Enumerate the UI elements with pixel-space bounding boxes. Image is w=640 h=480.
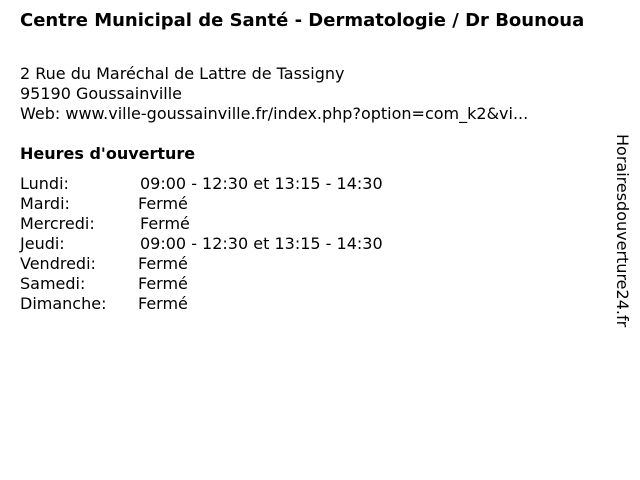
day-label: Vendredi:	[20, 254, 96, 273]
hours-value: 09:00 - 12:30 et 13:15 - 14:30	[140, 234, 383, 253]
hours-value: 09:00 - 12:30 et 13:15 - 14:30	[140, 174, 383, 193]
day-label: Lundi:	[20, 174, 69, 193]
address-block	[20, 64, 528, 124]
day-label: Mercredi:	[20, 214, 95, 233]
opening-hours-heading: Heures d'ouverture	[20, 144, 196, 163]
hours-value: Fermé	[138, 294, 188, 313]
day-label: Jeudi:	[20, 234, 65, 253]
postal-city: 95190 Goussainville	[20, 84, 183, 103]
day-label: Mardi:	[20, 194, 70, 213]
business-name: Centre Municipal de Santé - Dermatologie / Dr Bounoua	[20, 10, 585, 31]
hours-value: Fermé	[140, 214, 190, 233]
hours-value: Fermé	[138, 194, 188, 213]
day-label: Dimanche:	[20, 294, 107, 313]
street-address: 2 Rue du Maréchal de Lattre de Tassigny	[20, 64, 345, 83]
brand-text: Horairesdouverture24.fr	[613, 134, 632, 328]
hours-value: Fermé	[138, 274, 188, 293]
day-label: Samedi:	[20, 274, 86, 293]
website-link[interactable]: Web: www.ville-goussainville.fr/index.php?option=com_k2&vi...	[20, 104, 529, 123]
hours-value: Fermé	[138, 254, 188, 273]
brand-watermark	[612, 134, 632, 344]
